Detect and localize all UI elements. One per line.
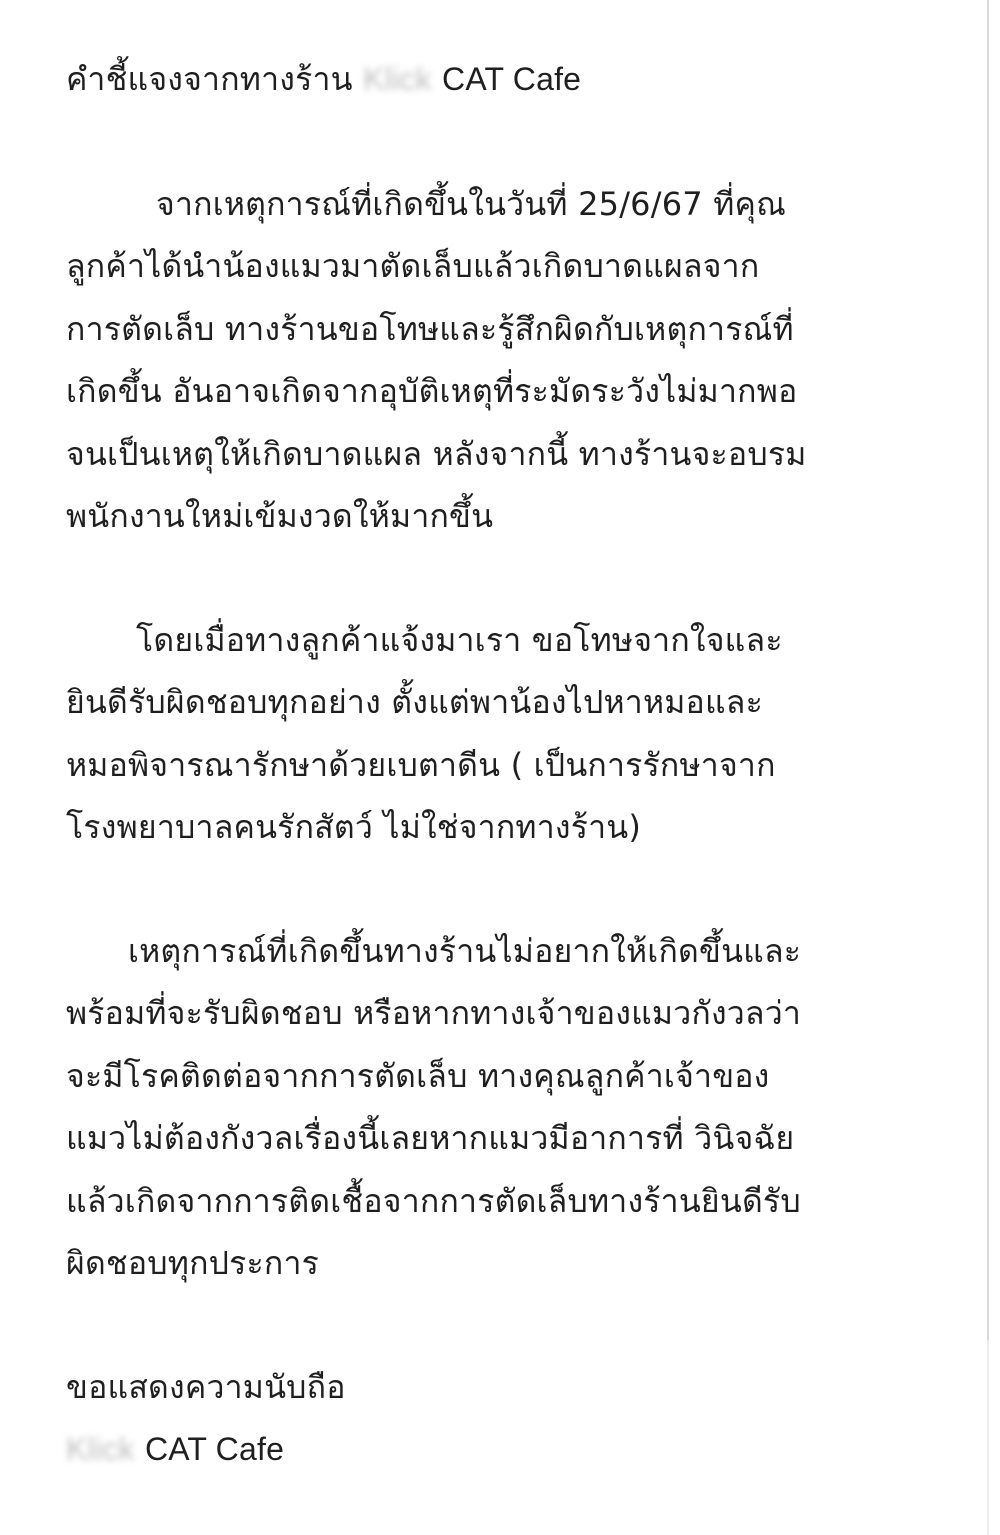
redacted-signature-name: Klick <box>66 1431 135 1467</box>
spacer <box>66 548 966 609</box>
paragraph-line: โรงพยาบาลคนรักสัตว์ ไม่ใช่จากทางร้าน) <box>66 808 642 846</box>
paragraph-line: จนเป็นเหตุให้เกิดบาดแผล หลังจากนี้ ทางร้านจะอบรม <box>66 434 807 473</box>
paragraph-reassurance <box>66 920 966 1295</box>
page-edge-divider <box>987 0 989 1340</box>
paragraph-line: จะมีโรคติดต่อจากการตัดเล็บ ทางคุณลูกค้าเจ้าของ <box>66 1056 770 1095</box>
statement-title <box>66 48 966 111</box>
spacer <box>66 111 966 173</box>
signature <box>66 1418 966 1481</box>
paragraph-line: พนักงานใหม่เข้มงวดให้มากขึ้น <box>66 497 494 535</box>
paragraph-line: เหตุการณ์ที่เกิดขึ้นทางร้านไม่อยากให้เกิดขึ้นและ <box>128 931 802 970</box>
paragraph-responsibility <box>66 609 966 859</box>
redacted-shop-name: Klick <box>363 61 432 97</box>
paragraph-line: พร้อมที่จะรับผิดชอบ หรือหากทางเจ้าของแมวกังวลว่า <box>66 994 802 1032</box>
paragraph-incident <box>66 173 966 548</box>
paragraph-line: จากเหตุการณ์ที่เกิดขึ้นในวันที่ 25/6/67 ที่คุณ <box>156 184 786 223</box>
signature-shop-name: CAT Cafe <box>144 1431 285 1467</box>
page-edge-divider-lower <box>987 1340 989 1535</box>
title-prefix: คำชี้แจงจากทางร้าน <box>66 60 353 98</box>
paragraph-line: เกิดขึ้น อันอาจเกิดจากอุบัติเหตุที่ระมัดระวังไม่มากพอ <box>66 372 798 410</box>
paragraph-line: โดยเมื่อทางลูกค้าแจ้งมาเรา ขอโทษจากใจและ <box>136 620 783 659</box>
paragraph-line: การตัดเล็บ ทางร้านขอโทษและรู้สึกผิดกับเหตุการณ์ที่ <box>66 309 794 348</box>
paragraph-line: ยินดีรับผิดชอบทุกอย่าง ตั้งแต่พาน้องไปหาหมอและ <box>66 683 763 721</box>
spacer <box>66 859 966 920</box>
paragraph-line: แมวไม่ต้องกังวลเรื่องนี้เลยหากแมวมีอาการที่ วินิจฉัย <box>66 1119 795 1157</box>
closing-salutation: ขอแสดงความนับถือ <box>66 1367 346 1406</box>
paragraph-line: ผิดชอบทุกประการ <box>66 1244 320 1282</box>
shop-name: CAT Cafe <box>442 61 582 97</box>
spacer <box>66 1295 966 1356</box>
paragraph-line: ลูกค้าได้นำน้องแมวมาตัดเล็บแล้วเกิดบาดแผลจาก <box>66 247 760 285</box>
paragraph-line: หมอพิจารณารักษาด้วยเบตาดีน ( เป็นการรักษาจาก <box>66 745 776 784</box>
paragraph-line: แล้วเกิดจากการติดเชื้อจากการตัดเล็บทางร้านยินดีรับ <box>66 1181 801 1220</box>
statement-document <box>66 48 966 1481</box>
